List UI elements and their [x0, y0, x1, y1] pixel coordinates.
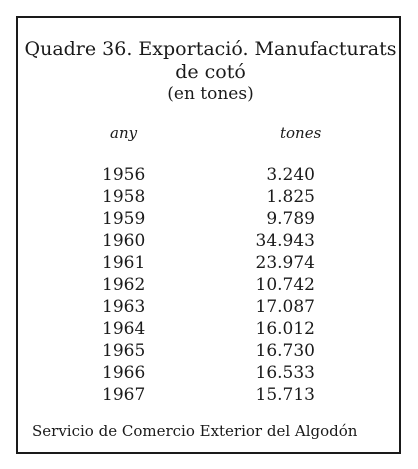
year-cell: 1961: [102, 253, 146, 273]
table-row: [18, 318, 403, 340]
units-subtitle: (en tones): [167, 84, 254, 104]
table-title-continued: de cotó: [175, 61, 246, 83]
tonnes-cell: 16.012: [255, 319, 315, 339]
tonnes-cell: 16.533: [255, 363, 315, 383]
column-header-tonnes: tones: [280, 124, 322, 142]
tonnes-cell: 10.742: [255, 275, 315, 295]
tonnes-cell: 34.943: [255, 231, 315, 251]
table-title: Quadre 36. Exportació. Manufacturats: [24, 38, 397, 60]
table-row: [18, 296, 403, 318]
column-header-year: any: [110, 124, 138, 142]
tonnes-cell: 1.825: [266, 187, 315, 207]
year-cell: 1958: [102, 187, 146, 207]
year-cell: 1966: [102, 363, 146, 383]
table-row: [18, 230, 403, 252]
table-row: [18, 186, 403, 208]
tonnes-cell: 23.974: [255, 253, 315, 273]
table-row: [18, 384, 403, 406]
table-row: [18, 252, 403, 274]
year-cell: 1965: [102, 341, 146, 361]
year-cell: 1959: [102, 209, 146, 229]
year-cell: 1967: [102, 385, 146, 405]
year-cell: 1962: [102, 275, 146, 295]
table-row: [18, 274, 403, 296]
table-row: [18, 164, 403, 186]
table-row: [18, 208, 403, 230]
data-rows: [18, 164, 403, 406]
year-cell: 1964: [102, 319, 146, 339]
table-row: [18, 362, 403, 384]
table-frame: [16, 16, 401, 454]
tonnes-cell: 17.087: [255, 297, 315, 317]
table-row: [18, 340, 403, 362]
tonnes-cell: 15.713: [255, 385, 315, 405]
year-cell: 1963: [102, 297, 146, 317]
tonnes-cell: 9.789: [266, 209, 315, 229]
year-cell: 1960: [102, 231, 146, 251]
tonnes-cell: 16.730: [255, 341, 315, 361]
tonnes-cell: 3.240: [266, 165, 315, 185]
source-note: Servicio de Comercio Exterior del Algodón: [32, 422, 358, 440]
year-cell: 1956: [102, 165, 146, 185]
